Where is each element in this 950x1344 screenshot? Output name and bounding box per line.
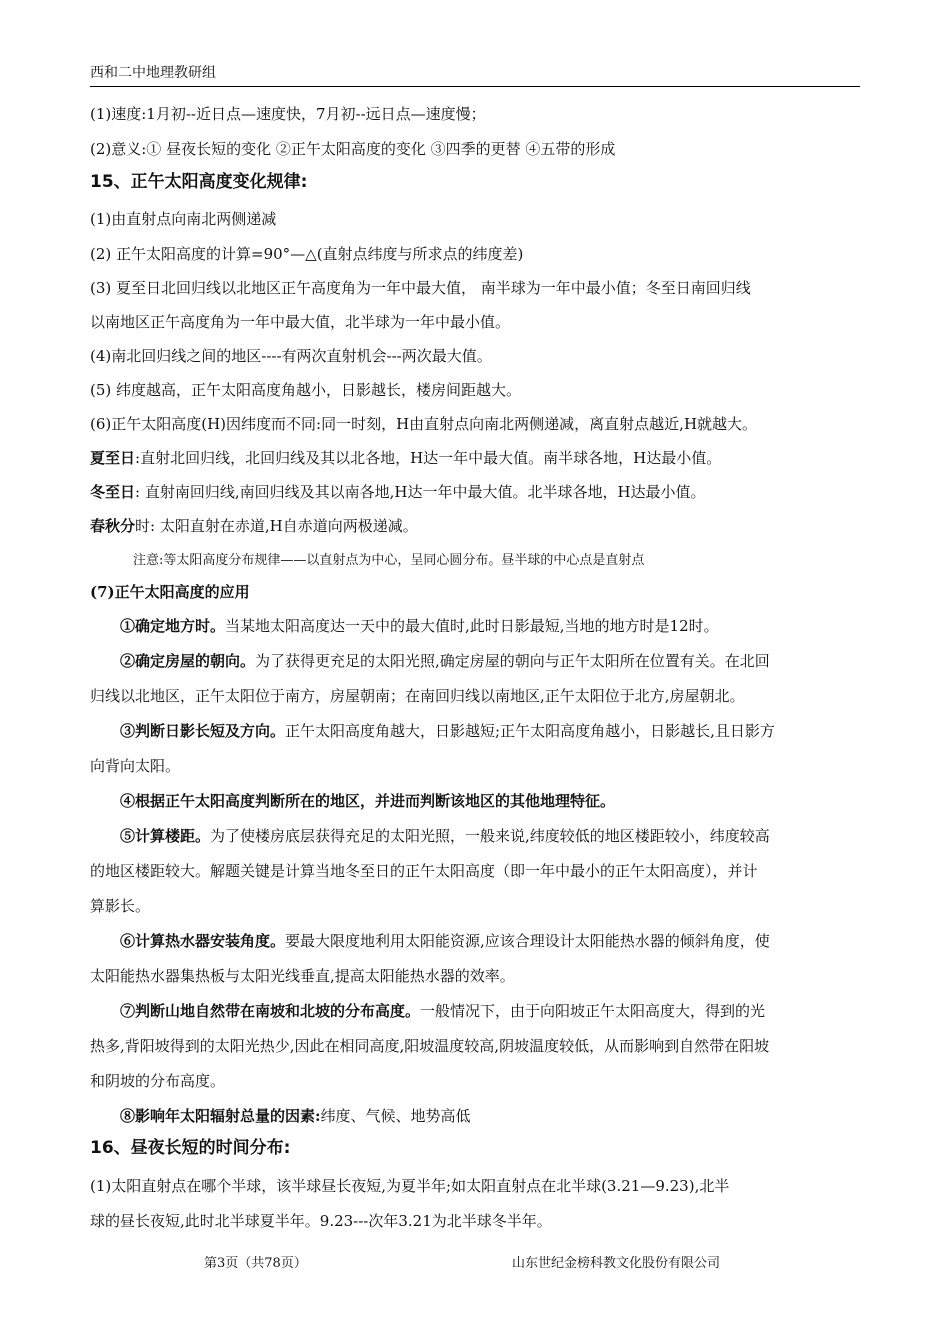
text-run: (2)意义:① 昼夜长短的变化 ②正午太阳高度的变化 ③四季的更替 ④五带的形成 [90, 140, 616, 158]
text-run: 球的昼长夜短,此时北半球夏半年。9.23---次年3.21为北半球冬半年。 [90, 1212, 552, 1230]
text-line [90, 414, 757, 434]
text-run: 归线以北地区，正午太阳位于南方，房屋朝南；在南回归线以南地区,正午太阳位于北方,房屋朝北。 [90, 687, 745, 705]
text-line [90, 826, 770, 846]
text-run: (2) 正午太阳高度的计算=90°—△(直射点纬度与所求点的纬度差) [90, 245, 524, 263]
text-line [90, 756, 180, 776]
text-run: (1)速度:1月初--近日点—速度快，7月初--远日点—速度慢； [90, 105, 486, 123]
text-run: 热多,背阳坡得到的太阳光热少,因此在相同高度,阳坡温度较高,阴坡温度较低，从而影响到自然带在阳坡 [90, 1037, 770, 1055]
page-number: 第3页（共78页） [204, 1256, 307, 1271]
text-line [90, 516, 418, 536]
text-line [90, 104, 486, 124]
bold-text: ②确定房屋的朝向。 [120, 652, 256, 670]
text-run: 的地区楼距较大。解题关键是计算当地冬至日的正午太阳高度（即一年中最小的正午太阳高度），并计 [90, 862, 758, 880]
text-run: 正午太阳高度角越大，日影越短;正午太阳高度角越小，日影越长,且日影方 [285, 722, 775, 740]
bold-text: ③判断日影长短及方向。 [120, 722, 286, 740]
text-line [90, 686, 745, 706]
text-line [90, 380, 521, 400]
text-line [90, 1106, 471, 1126]
text-line [90, 209, 276, 229]
bold-text: 春秋分 [90, 517, 136, 535]
text-run: 一般情况下，由于向阳坡正午太阳高度大，得到的光 [420, 1002, 766, 1020]
text-line [90, 346, 492, 366]
text-line [90, 721, 775, 741]
text-line [90, 896, 150, 916]
text-run: (6)正午太阳高度(H)因纬度而不同:同一时刻，H由直射点向南北两侧递减，离直射点越近,H就越大。 [90, 415, 758, 433]
text-run: 以南地区正午高度角为一年中最大值，北半球为一年中最小值。 [90, 313, 511, 331]
text-run: 当某地太阳高度达一天中的最大值时,此时日影最短,当地的地方时是12时。 [225, 617, 719, 635]
bold-text: 冬至日 [90, 483, 136, 501]
bold-text: ④根据正午太阳高度判断所在的地区，并进而判断该地区的其他地理特征。 [120, 792, 616, 810]
text-run: :直射北回归线，北回归线及其以北各地，H达一年中最大值。南半球各地，H达最小值。 [135, 449, 722, 467]
bold-text: (7)正午太阳高度的应用 [90, 583, 250, 601]
text-run: 注意:等太阳高度分布规律——以直射点为中心，呈同心圆分布。昼半球的中心点是直射点 [133, 553, 645, 568]
text-line [90, 931, 770, 951]
bold-text: ⑦判断山地自然带在南坡和北坡的分布高度。 [120, 1002, 421, 1020]
text-run: 为了获得更充足的太阳光照,确定房屋的朝向与正午太阳所在位置有关。在北回 [255, 652, 770, 670]
text-line [90, 616, 719, 636]
text-line [90, 1001, 765, 1021]
text-line [90, 244, 523, 264]
section-heading [90, 1138, 290, 1158]
text-run: (1)由直射点向南北两侧递减 [90, 210, 277, 228]
text-run: 要最大限度地利用太阳能资源,应该合理设计太阳能热水器的倾斜角度，使 [285, 932, 770, 950]
publisher-name: 山东世纪金榜科教文化股份有限公司 [512, 1256, 721, 1271]
text-line [90, 1071, 225, 1091]
text-run: (3) 夏至日北回归线以北地区正午高度角为一年中最大值， 南半球为一年中最小值；冬至日南回归线 [90, 279, 751, 297]
text-line [90, 1176, 729, 1196]
text-run: 为了使楼房底层获得充足的太阳光照，一般来说,纬度较低的地区楼距较小，纬度较高 [210, 827, 770, 845]
text-line [90, 312, 510, 332]
text-run: : 直射南回归线,南回归线及其以南各地,H达一年中最大值。北半球各地，H达最小值。 [135, 483, 706, 501]
bold-text: ①确定地方时。 [120, 617, 226, 635]
text-line [90, 482, 706, 502]
text-run: 向背向太阳。 [90, 757, 181, 775]
text-line [90, 139, 615, 159]
text-line [90, 278, 751, 298]
text-run: (1)太阳直射点在哪个半球，该半球昼长夜短,为夏半年;如太阳直射点在北半球(3.21—9.23),北半 [90, 1177, 730, 1195]
text-line [90, 651, 770, 671]
text-run: 15、正午太阳高度变化规律: [90, 172, 308, 192]
text-line [90, 861, 758, 881]
page-header [90, 64, 860, 87]
header-title: 西和二中地理教研组 [90, 65, 216, 81]
text-run: 和阴坡的分布高度。 [90, 1072, 226, 1090]
bold-text: ⑤计算楼距。 [120, 827, 211, 845]
note-line [90, 551, 644, 571]
bold-text: 夏至日 [90, 449, 136, 467]
bold-text: ⑧影响年太阳辐射总量的因素: [120, 1107, 321, 1125]
text-line [90, 791, 615, 811]
bold-text: ⑥计算热水器安装角度。 [120, 932, 286, 950]
section-heading [90, 172, 307, 192]
text-run: 纬度、气候、地势高低 [320, 1107, 471, 1125]
text-run: 太阳能热水器集热板与太阳光线垂直,提高太阳能热水器的效率。 [90, 967, 515, 985]
text-run: 16、昼夜长短的时间分布: [90, 1138, 291, 1158]
text-line [90, 1036, 769, 1056]
text-run: 时: 太阳直射在赤道,H自赤道向两极递减。 [135, 517, 418, 535]
text-run: (4)南北回归线之间的地区----有两次直射机会---两次最大值。 [90, 347, 492, 365]
text-run: (5) 纬度越高，正午太阳高度角越小，日影越长，楼房间距越大。 [90, 381, 522, 399]
text-line [90, 966, 515, 986]
text-line [90, 1211, 552, 1231]
text-line [90, 582, 250, 602]
text-run: 算影长。 [90, 897, 151, 915]
text-line [90, 448, 721, 468]
